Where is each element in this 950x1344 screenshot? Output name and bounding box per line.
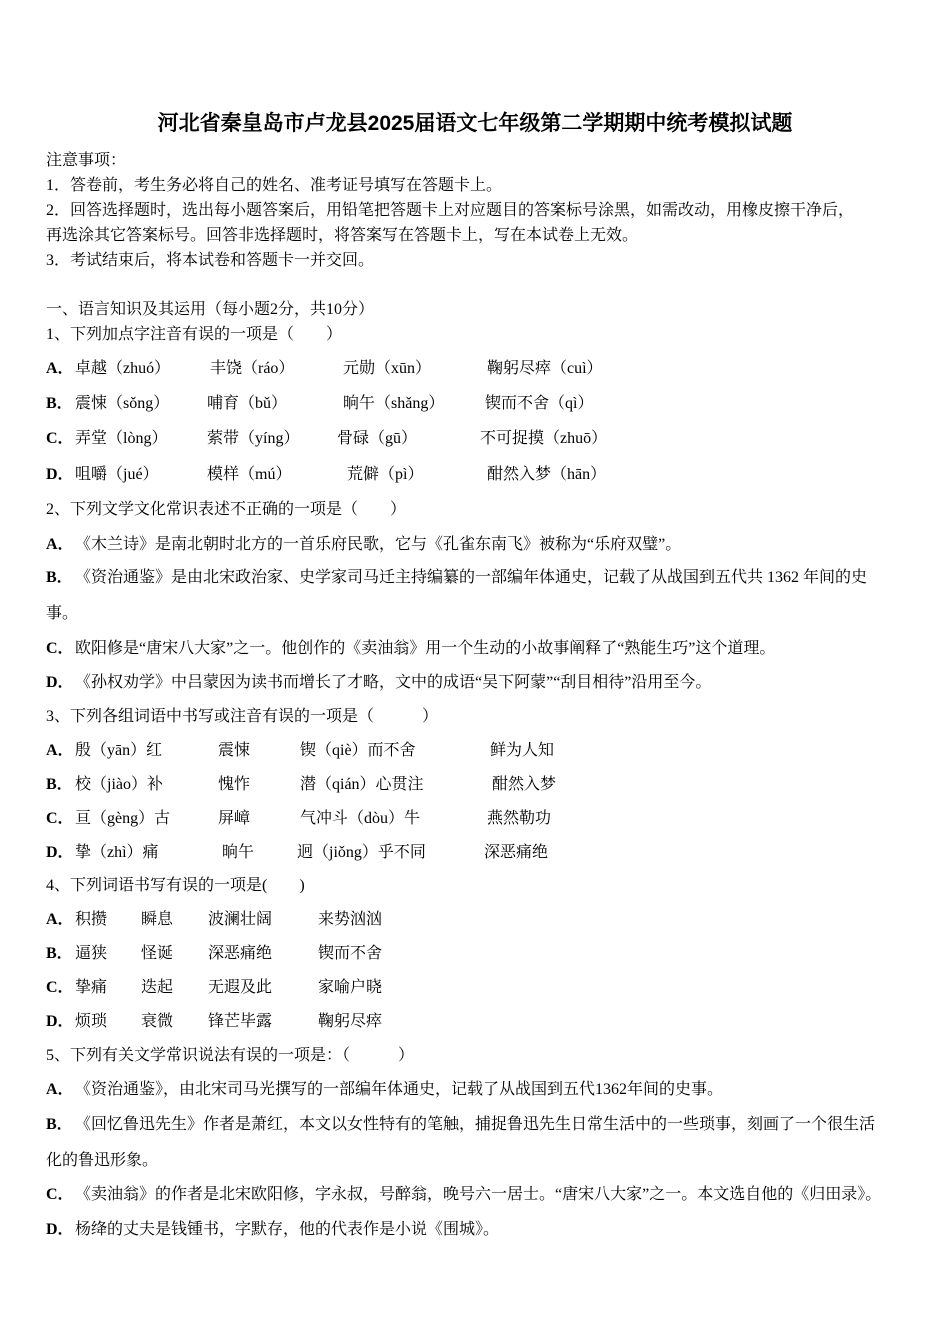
option-item: 锋芒毕露 — [208, 1013, 273, 1030]
option-item: 元勋（xūn） — [343, 360, 432, 377]
option-label: D． — [46, 466, 74, 483]
option-label: C． — [46, 1186, 74, 1203]
option-item: 愧怍 — [218, 776, 251, 793]
option-item: 深恶痛绝 — [208, 945, 273, 962]
option-item: 亘（gèng）古 — [75, 810, 171, 827]
option-label: A． — [46, 911, 74, 928]
option-item: 校（jiào）补 — [75, 776, 163, 793]
option-item: 模样（mú） — [207, 466, 292, 483]
option-text: 《木兰诗》是南北朝时北方的一首乐府民歌，它与《孔雀东南飞》被称为“乐府双璧”。 — [75, 536, 682, 553]
option-item: 哺育（bǔ） — [207, 395, 288, 412]
option-label: B． — [46, 395, 73, 412]
option-item: 鞠躬尽瘁（cuì） — [487, 360, 603, 377]
question-stem: 4、下列词语书写有误的一项是( ) — [46, 877, 305, 894]
option-label: A． — [46, 536, 74, 553]
option-label: B． — [46, 1116, 73, 1133]
option-item: 逼狭 — [75, 945, 108, 962]
option-item: 弄堂（lòng） — [75, 430, 168, 447]
option-item: 衰微 — [141, 1013, 174, 1030]
option-label: B． — [46, 945, 73, 962]
option-label: B． — [46, 569, 73, 586]
option-item: 潜（qián）心贯注 — [300, 776, 424, 793]
option-item: 萦带（yíng） — [207, 430, 300, 447]
option-item: 鲜为人知 — [490, 742, 555, 759]
option-label: D． — [46, 1221, 74, 1238]
option-item: 骨碌（gū） — [337, 430, 418, 447]
option-item: 不可捉摸（zhuō） — [480, 430, 608, 447]
option-label: D． — [46, 1013, 74, 1030]
option-item: 荒僻（pì） — [347, 466, 424, 483]
option-item: 烦琐 — [75, 1013, 108, 1030]
option-item: 迥（jiǒng）乎不同 — [297, 844, 426, 861]
option-item: 挚（zhì）痛 — [75, 844, 159, 861]
option-item: 卓越（zhuó） — [75, 360, 171, 377]
option-item: 瞬息 — [141, 911, 174, 928]
page-title: 河北省秦皇岛市卢龙县2025届语文七年级第二学期期中统考模拟试题 — [157, 112, 793, 135]
option-item: 震悚 — [218, 742, 251, 759]
option-item: 晌午（shǎng） — [343, 395, 445, 412]
option-item: 屏嶂 — [218, 810, 251, 827]
option-item: 家喻户晓 — [318, 979, 383, 996]
notice-item: 再选涂其它答案标号。回答非选择题时，将答案写在答题卡上，写在本试卷上无效。 — [46, 227, 639, 244]
option-item: 咀嚼（jué） — [75, 466, 159, 483]
question-stem: 2、下列文学文化常识表述不正确的一项是（ ） — [46, 501, 407, 518]
option-item: 殷（yān）红 — [75, 742, 163, 759]
option-label: A． — [46, 1081, 74, 1098]
option-label: A． — [46, 360, 74, 377]
option-item: 波澜壮阔 — [208, 911, 273, 928]
option-item: 丰饶（ráo） — [210, 360, 295, 377]
option-item: 怪诞 — [141, 945, 174, 962]
option-item: 酣然入梦（hān） — [487, 466, 607, 483]
section-heading: 一、语言知识及其运用（每小题2分，共10分） — [46, 301, 375, 318]
question-stem: 1、下列加点字注音有误的一项是（ ） — [46, 326, 343, 343]
option-text: 《资治通鉴》，由北宋司马光撰写的一部编年体通史，记载了从战国到五代1362年间的史事。 — [75, 1081, 724, 1098]
option-text: 《卖油翁》的作者是北宋欧阳修，字永叔，号醉翁，晚号六一居士。“唐宋八大家”之一。本文选自他的《归田录》。 — [75, 1186, 882, 1203]
option-item: 来势汹汹 — [318, 911, 383, 928]
option-label: C． — [46, 810, 74, 827]
option-label: D． — [46, 844, 74, 861]
option-text: 欧阳修是“唐宋八大家”之一。他创作的《卖油翁》用一个生动的小故事阐释了“熟能生巧”这个道理。 — [75, 640, 776, 657]
notice-item: 2．回答选择题时，选出每小题答案后，用铅笔把答题卡上对应题目的答案标号涂黑，如需改动，用橡皮擦干净后， — [46, 202, 855, 219]
option-item: 鞠躬尽瘁 — [318, 1013, 383, 1030]
option-item: 积攒 — [75, 911, 108, 928]
option-label: C． — [46, 979, 74, 996]
notice-item: 3．考试结束后，将本试卷和答题卡一并交回。 — [46, 252, 375, 269]
question-stem: 3、下列各组词语中书写或注音有误的一项是（ ） — [46, 708, 439, 725]
option-item: 锲（qiè）而不舍 — [300, 742, 416, 759]
option-text: 《孙权劝学》中吕蒙因为读书而增长了才略，文中的成语“吴下阿蒙”“刮目相待”沿用至今。 — [75, 674, 712, 691]
option-item: 酣然入梦 — [492, 776, 557, 793]
option-item: 锲而不舍 — [318, 945, 383, 962]
option-item: 气冲斗（dòu）牛 — [300, 810, 421, 827]
option-item: 震悚（sǒng） — [75, 395, 170, 412]
option-item: 挚痛 — [75, 979, 108, 996]
option-label: A． — [46, 742, 74, 759]
option-label: C． — [46, 430, 74, 447]
option-item: 深恶痛绝 — [484, 844, 549, 861]
option-text: 杨绛的丈夫是钱锺书，字默存，他的代表作是小说《围城》。 — [75, 1221, 500, 1238]
question-stem: 5、下列有关文学常识说法有误的一项是：（ ） — [46, 1047, 415, 1064]
option-item: 无遐及此 — [208, 979, 273, 996]
option-text: 《回忆鲁迅先生》作者是萧红，本文以女性特有的笔触，捕捉鲁迅先生日常生活中的一些琐事，刻画了一个很生活 — [75, 1116, 876, 1133]
option-label: C． — [46, 640, 74, 657]
option-item: 燕然勒功 — [487, 810, 552, 827]
option-item: 锲而不舍（qì） — [485, 395, 594, 412]
notice-heading: 注意事项： — [46, 152, 127, 169]
option-text: 《资治通鉴》是由北宋政治家、史学家司马迁主持编纂的一部编年体通史，记载了从战国到五代共 1362 年间的史 — [75, 569, 868, 586]
option-label: D． — [46, 674, 74, 691]
option-label: B． — [46, 776, 73, 793]
notice-item: 1．答卷前，考生务必将自己的姓名、准考证号填写在答题卡上。 — [46, 177, 503, 194]
option-text-continued: 事。 — [46, 605, 79, 622]
option-item: 迭起 — [141, 979, 174, 996]
option-item: 晌午 — [222, 844, 255, 861]
option-text-continued: 化的鲁迅形象。 — [46, 1152, 159, 1169]
